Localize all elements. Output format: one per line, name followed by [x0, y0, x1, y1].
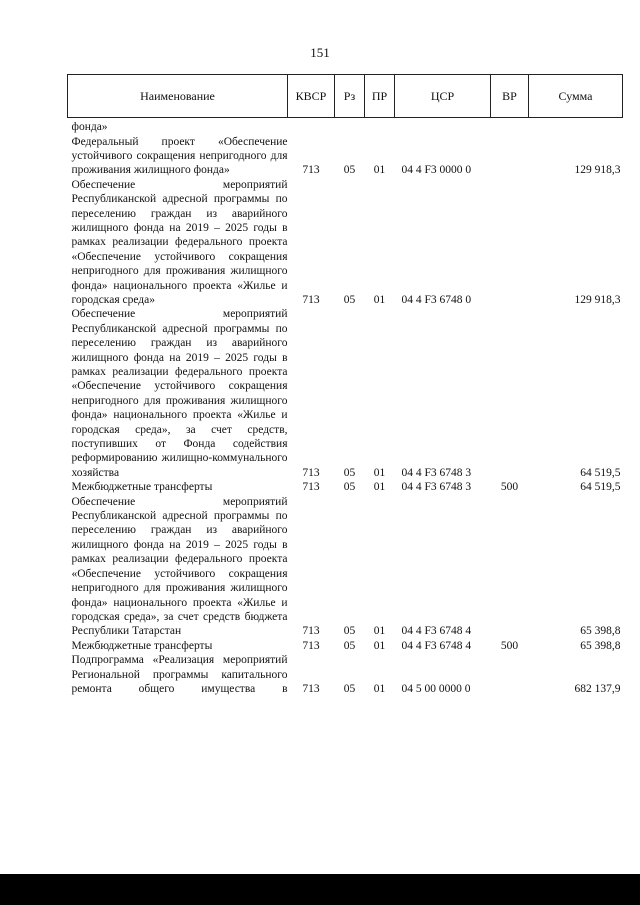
page-number: 151 [310, 45, 330, 60]
row-pr: 01 [373, 625, 386, 638]
row-vr: 500 [500, 481, 519, 494]
table-row [68, 653, 623, 696]
row-csr: 04 5 00 0000 0 [401, 682, 471, 695]
table-row [68, 307, 623, 480]
row-pr: 01 [373, 466, 386, 479]
row-kvsr: 713 [302, 625, 320, 638]
row-kvsr: 713 [302, 164, 320, 177]
row-pr: 01 [373, 481, 386, 494]
row-kvsr: 713 [302, 293, 320, 306]
row-vr [491, 178, 529, 308]
row-rz: 05 [343, 682, 356, 695]
row-sum: 129 918,3 [574, 293, 621, 306]
row-rz: 05 [343, 293, 356, 306]
header-kvsr: КВСР [288, 75, 335, 118]
row-sum: 65 398,8 [580, 625, 621, 638]
row-kvsr [288, 118, 335, 135]
row-vr [491, 135, 529, 178]
row-kvsr: 713 [302, 466, 320, 479]
row-vr [491, 653, 529, 696]
header-csr: ЦСР [395, 75, 491, 118]
row-csr: 04 4 F3 0000 0 [401, 164, 472, 177]
row-rz [335, 118, 365, 135]
row-name: Межбюджетные трансферты [71, 639, 213, 652]
header-sum: Сумма [529, 75, 623, 118]
row-sum: 64 519,5 [580, 481, 621, 494]
row-sum: 64 519,5 [580, 466, 621, 479]
row-vr [491, 307, 529, 480]
row-sum: 65 398,8 [580, 639, 621, 652]
row-csr: 04 4 F3 6748 4 [401, 625, 472, 638]
row-pr: 01 [373, 293, 386, 306]
row-name: Федеральный проект «Обеспечение устойчивого сокращения непригодного для проживания жилищного фонда» [71, 135, 288, 177]
row-kvsr: 713 [302, 639, 320, 652]
table-row [68, 639, 623, 653]
row-vr [491, 495, 529, 639]
row-name: фонда» [71, 121, 108, 134]
row-csr [395, 118, 491, 135]
row-vr: 500 [500, 639, 519, 652]
header-name: Наименование [68, 75, 288, 118]
row-name: Обеспечение мероприятий Республиканской адресной программы по переселению граждан из аварийного жилищного фонда на 2019 – 2025 годы в рамках реализации федерального проекта «Обеспечение устойчивого сокращения непригодного для проживания жилищного фонда» национального проекта «Жилье и городская среда» [71, 178, 288, 306]
row-pr: 01 [373, 164, 386, 177]
table-row [68, 135, 623, 178]
budget-table [67, 74, 623, 696]
row-csr: 04 4 F3 6748 0 [401, 293, 472, 306]
row-name: Межбюджетные трансферты [71, 481, 213, 494]
row-csr: 04 4 F3 6748 3 [401, 466, 472, 479]
header-vr: ВР [491, 75, 529, 118]
row-rz: 05 [343, 481, 356, 494]
table-row [68, 495, 623, 639]
scan-bottom-edge [0, 874, 640, 905]
row-rz: 05 [343, 625, 356, 638]
row-pr [365, 118, 395, 135]
row-vr [491, 118, 529, 135]
row-rz: 05 [343, 164, 356, 177]
row-sum: 129 918,3 [574, 164, 621, 177]
row-name: Обеспечение мероприятий Республиканской адресной программы по переселению граждан из аварийного жилищного фонда на 2019 – 2025 годы в рамках реализации федерального проекта «Обеспечение устойчивого сокращения непригодного для проживания жилищного фонда» национального проекта «Жилье и городская среда», за счет средств бюджета Республики Татарстан [71, 495, 288, 638]
row-pr: 01 [373, 639, 386, 652]
header-pr: ПР [365, 75, 395, 118]
row-kvsr: 713 [302, 481, 320, 494]
row-csr: 04 4 F3 6748 3 [401, 481, 472, 494]
row-sum: 682 137,9 [574, 682, 621, 695]
header-row [68, 75, 623, 118]
row-sum [529, 118, 623, 135]
table-row [68, 480, 623, 494]
header-rz: Рз [335, 75, 365, 118]
row-name: Подпрограмма «Реализация мероприятий Региональной программы капитального ремонта общего имущества в [71, 654, 288, 695]
row-name: Обеспечение мероприятий Республиканской адресной программы по переселению граждан из аварийного жилищного фонда на 2019 – 2025 годы в рамках реализации федерального проекта «Обеспечение устойчивого сокращения непригодного для проживания жилищного фонда» национального проекта «Жилье и городская среда», за счет средств, поступивших от Фонда содействия реформированию жилищно-коммунального хозяйства [71, 308, 288, 479]
row-rz: 05 [343, 639, 356, 652]
table-row [68, 178, 623, 308]
table-row [68, 118, 623, 135]
row-kvsr: 713 [302, 682, 320, 695]
row-pr: 01 [373, 682, 386, 695]
row-csr: 04 4 F3 6748 4 [401, 639, 472, 652]
row-rz: 05 [343, 466, 356, 479]
